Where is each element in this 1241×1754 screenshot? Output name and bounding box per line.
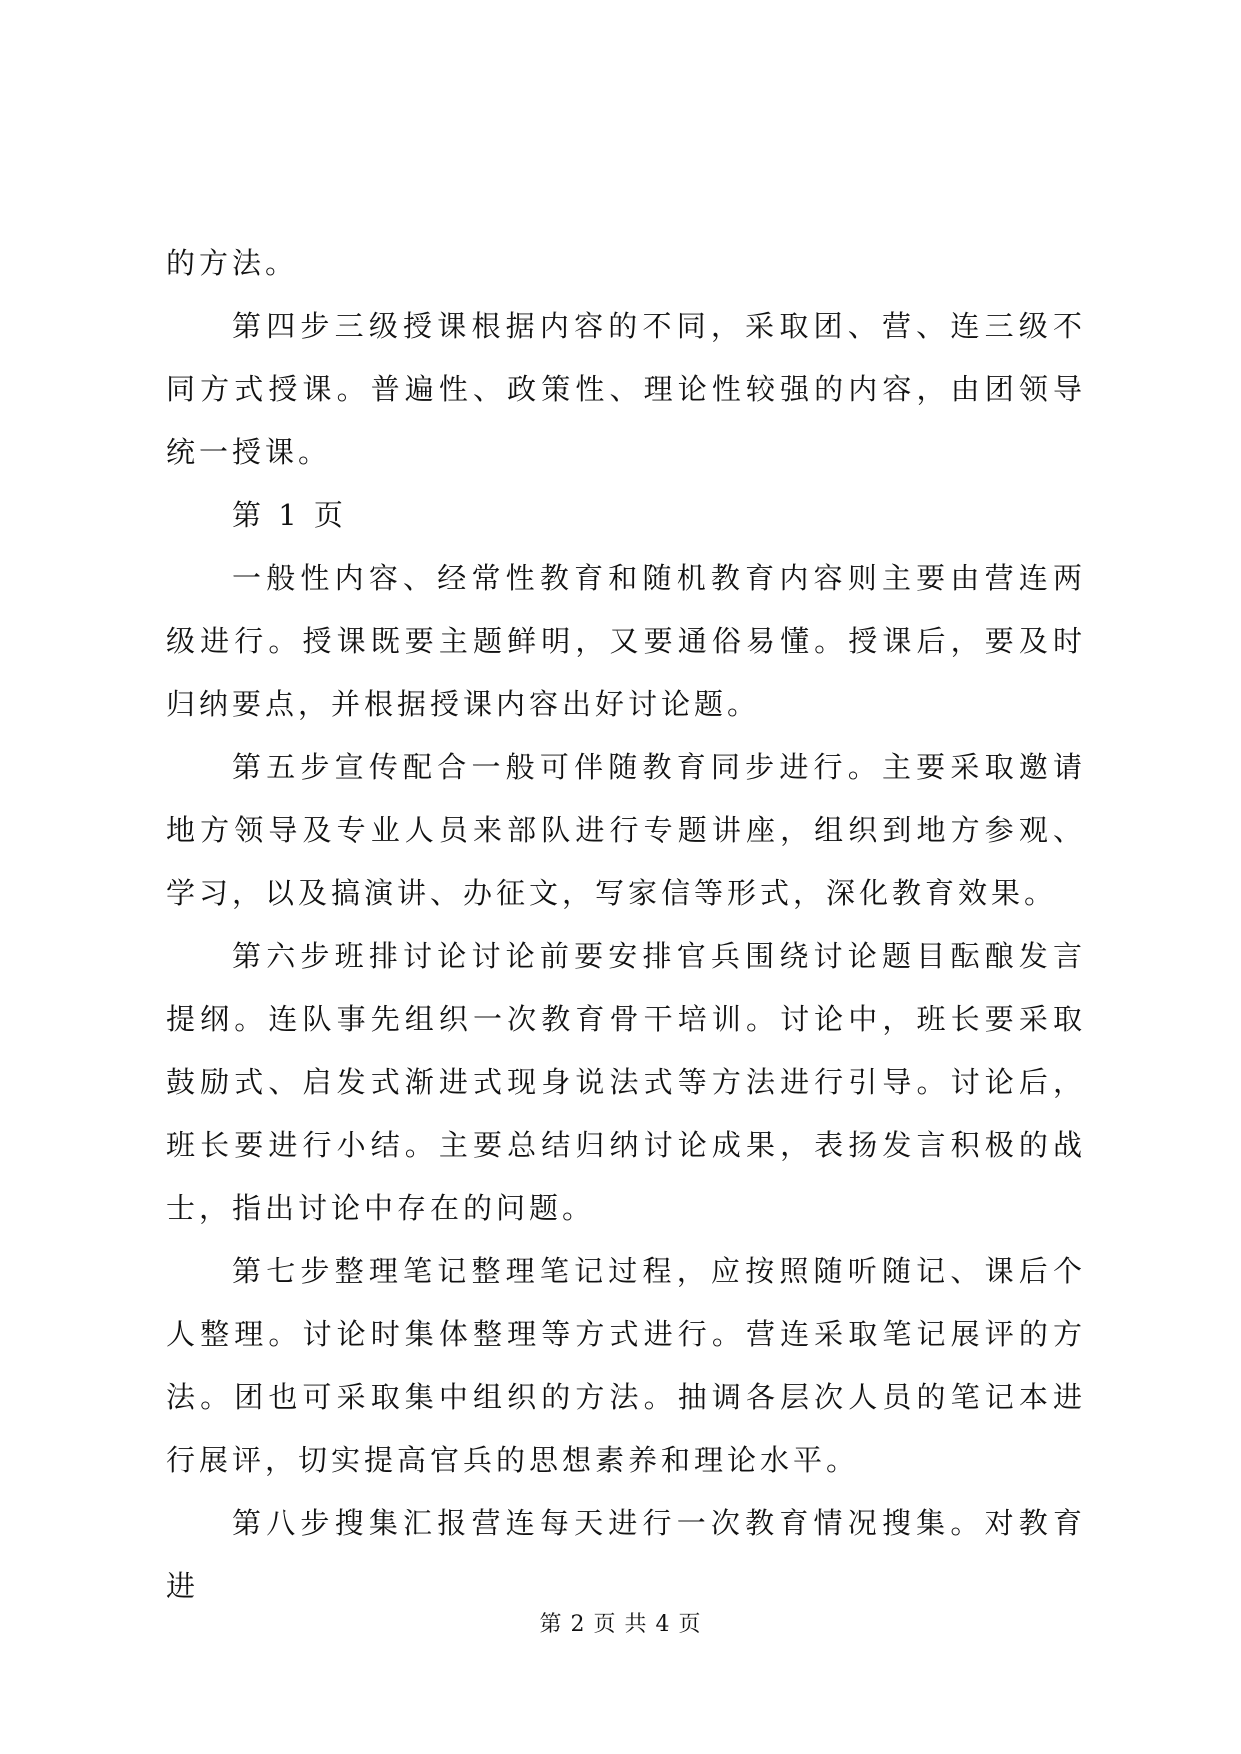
page-footer: 第 2 页 共 4 页	[539, 1612, 702, 1637]
paragraph-7: 第八步搜集汇报营连每天进行一次教育情况搜集。对教育进	[166, 1506, 1086, 1603]
paragraph-1: 的方法。	[166, 246, 299, 280]
paragraph-5: 第六步班排讨论讨论前要安排官兵围绕讨论题目酝酿发言提纲。连队事先组织一次教育骨干培训。讨论中，班长要采取鼓励式、启发式渐进式现身说法式等方法进行引导。讨论后，班长要进行小结。主要总结归纳讨论成果，表扬发言积极的战士，指出讨论中存在的问题。	[166, 939, 1086, 1225]
paragraph-2: 第四步三级授课根据内容的不同，采取团、营、连三级不同方式授课。普遍性、政策性、理论性较强的内容，由团领导统一授课。	[166, 309, 1086, 469]
paragraph-6: 第七步整理笔记整理笔记过程，应按照随听随记、课后个人整理。讨论时集体整理等方式进行。营连采取笔记展评的方法。团也可采取集中组织的方法。抽调各层次人员的笔记本进行展评，切实提高官兵的思想素养和理论水平。	[166, 1254, 1086, 1477]
document-body	[166, 232, 1086, 1618]
paragraph-3: 一般性内容、经常性教育和随机教育内容则主要由营连两级进行。授课既要主题鲜明，又要通俗易懂。授课后，要及时归纳要点，并根据授课内容出好讨论题。	[166, 561, 1086, 721]
paragraph-4: 第五步宣传配合一般可伴随教育同步进行。主要采取邀请地方领导及专业人员来部队进行专题讲座，组织到地方参观、学习，以及搞演讲、办征文，写家信等形式，深化教育效果。	[166, 750, 1086, 910]
inline-page-marker: 第 1 页	[232, 498, 347, 532]
